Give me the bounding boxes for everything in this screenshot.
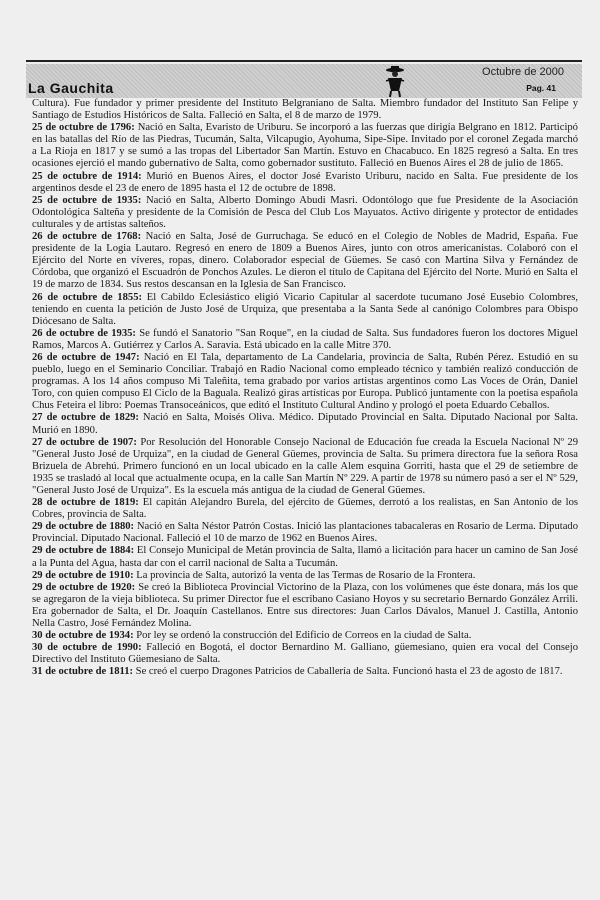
entry-text: Por Resolución del Honorable Consejo Nacional de Educación fue creada la Escuela Nacional Nº 29 "General Justo José de Urquiza", en la ciudad de General Güemes, provincia de Salta. Su primera directora fue la señora Rosa Brizuela de Abrehú. Primero funcionó en un local ubicado en la calle Alem esquina Gorriti, hasta que el 29 de setiembre de 1935 se trasladó al local que actualmente ocupa, en la calle San Martín Nº 229. A partir de 1978 su número pasó a ser el Nº 529, "General Justo José de Urquiza". Es la escuela más antigua de la ciudad de General Güemes. — [32, 436, 578, 496]
page-header — [26, 60, 582, 102]
entry-date: 30 de octubre de 1990: — [32, 642, 142, 654]
entry — [32, 352, 578, 412]
entry-date: 27 de octubre de 1829: — [32, 412, 139, 424]
entry-text: Nació en Salta, Moisés Oliva. Médico. Diputado Provincial en Salta. Diputado Nacional por Salta. Murió en 1890. — [32, 412, 578, 436]
entry-text: Se fundó el Sanatorio "San Roque", en la ciudad de Salta. Sus fundadores fueron los doctores Miguel Ramos, Marcos A. Gutiérrez y Carlos A. Saravia. Está ubicado en la calle Mitre 370. — [32, 327, 578, 351]
entry — [32, 328, 578, 352]
entry — [32, 412, 578, 436]
entry — [32, 292, 578, 328]
entry — [32, 582, 578, 630]
entry — [32, 122, 578, 170]
page-number: Pag. 41 — [526, 83, 556, 93]
entry-date: 29 de octubre de 1910: — [32, 569, 134, 581]
entry-text: La provincia de Salta, autorizó la venta de las Termas de Rosario de la Frontera. — [133, 569, 476, 581]
entry-date: 26 de octubre de 1855: — [32, 291, 143, 303]
entry — [32, 497, 578, 521]
entry-date: 29 de octubre de 1880: — [32, 521, 135, 533]
entry — [32, 171, 578, 195]
entry — [32, 666, 578, 678]
entry-date: 25 de octubre de 1935: — [32, 194, 142, 206]
entry — [32, 437, 578, 497]
entry — [32, 630, 578, 642]
entry-text: El Cabildo Eclesiástico eligió Vicario Capitular al sacerdote tucumano José Eusebio Colombres, teniendo en cuenta la petición de Justo José de Urquiza, que presentaba a la Santa Sede al canónigo Colombres para Obispo Diócesano de Salta. — [32, 291, 578, 327]
entry-text: Nació en Salta, Evaristo de Uriburu. Se incorporó a las fuerzas que dirigía Belgrano en 1812. Participó en las batallas del Río de las Piedras, Tucumán, Salta, Vilcapugio, Ayohuma, Sipe-Sipe. Invitado por el coronel Zegada marchó a La Rioja en 1817 y se sumó a las tropas del Libertador San Martín. Estuvo en Chacabuco. En 1825 regresó a Salta. En tres ocasiones ejerció el mando gubernativo de Salta, como gobernador sustituto. Falleció en Buenos Aires el 28 de julio de 1865. — [32, 122, 578, 170]
entry-text: El Consejo Municipal de Metán provincia de Salta, llamó a licitación para hacer un camino de San José a la Punta del Agua, hasta dar con el carril nacional de Salta a Tucumán. — [32, 545, 578, 569]
entry-date: 29 de octubre de 1920: — [32, 581, 136, 593]
entry-date: 25 de octubre de 1914: — [32, 170, 142, 182]
entry — [32, 195, 578, 231]
entry-date: 31 de octubre de 1811: — [32, 666, 134, 678]
entry-text: Se creó la Biblioteca Provincial Victorino de la Plaza, con los volúmenes que éste donara, más los que se agregaron de la vieja biblioteca. Su primer Director fue el escribano Casiano Hoyos y su secretario Bernardo González Arrili. Era gobernador de Salta, el Dr. Joaquín Castellanos. Entre sus directores: Juan Carlos Dávalos, Manuel J. Castilla, Antonio Nella Castro, José Fernández Molina. — [32, 581, 578, 630]
ephemerides-text — [32, 98, 578, 679]
entry-text: Cultura). Fue fundador y primer presidente del Instituto Belgraniano de Salta. Miembro fundador del Instituto San Felipe y Santiago de Estudios Históricos de Salta. Falleció en Salta, el 8 de marzo de 1979. — [32, 98, 578, 122]
entry-text: Nació en Salta, José de Gurruchaga. Se educó en el Colegio de Nobles de Madrid, España. Fue presidente de la Logia Lautaro. Regresó en enero de 1809 a Buenos Aires, junto con otros americanistas. Colaboró con el Ejército del Norte en víveres, ropas, dinero. Colaborador especial de Güemes. Se casó con Martina Silva y Fernández de Córdoba, que organizó el Escuadrón de Ponchos Azules. Le dieron el título de Capitana del Ejército del Norte. Murió en Salta el 19 de marzo de 1834. Sus restos descansan en la Iglesia de San Francisco. — [32, 231, 579, 291]
entry — [32, 642, 578, 666]
entry-text: Murió en Buenos Aires, el doctor José Evaristo Uriburu, nacido en Salta. Fue presidente de los argentinos desde el 23 de enero de 1895 hasta el 12 de octubre de 1898. — [32, 170, 578, 194]
entry — [32, 231, 578, 291]
entry — [32, 521, 578, 545]
entry-date: 28 de octubre de 1819: — [32, 497, 139, 509]
issue-date: Octubre de 2000 — [482, 66, 564, 78]
entry-date: 26 de octubre de 1935: — [32, 327, 136, 339]
entry-text: El capitán Alejandro Burela, del ejército de Güemes, derrotó a los realistas, en San Antonio de los Cobres, provincia de Salta. — [32, 497, 579, 521]
gaucho-logo-icon — [382, 64, 408, 98]
entry-date: 25 de octubre de 1796: — [32, 122, 135, 134]
entry-text: Nació en Salta Néstor Patrón Costas. Inició las plantaciones tabacaleras en Rosario de Lerma. Diputado Provincial. Diputado Nacional. Falleció el 10 de marzo de 1962 en Buenos Aires. — [32, 521, 578, 545]
entry-text: Falleció en Bogotá, el doctor Bernardino M. Galliano, güemesiano, quien era vocal del Consejo Directivo del Instituto Güemesiano de Salta. — [32, 642, 578, 666]
entry-text: Nació en Salta, Alberto Domingo Abudi Masri. Odontólogo que fue Presidente de la Asociación Odontológica Salteña y presidente de la Comisión de Pesca del Club Los Mayuatos. Activo dirigente y protector de entidades culturales y de artistas salteños. — [32, 194, 578, 230]
entry-date: 26 de octubre de 1947: — [32, 351, 140, 363]
entry-date: 26 de octubre de 1768: — [32, 231, 142, 243]
entry-text: Nació en El Tala, departamento de La Candelaria, provincia de Salta, Rubén Pérez. Estudió en su pueblo, luego en el Seminario Conciliar. Trabajó en Radio Nacional como empleado técnico y también realizó conducción de programas. A los 14 años compuso Mi Taleñita, tema grabado por varios artistas argentinos como Las Voces de Orán, Daniel Toro, con quien compuso El Ciclo de la Baguala. Realizó giras artísticas por Europa. Publicó juntamente con la poetisa española Chus Feteira el libro: Poemas Transoceánicos, que editó el Instituto Cultural Andino y prologó el poeta Eduardo Ceballos. — [32, 351, 578, 412]
entry — [32, 545, 578, 569]
entry-date: 27 de octubre de 1907: — [32, 436, 137, 448]
entry-date: 30 de octubre de 1934: — [32, 630, 134, 642]
entry — [32, 570, 578, 582]
entry-text: Por ley se ordenó la construcción del Edificio de Correos en la ciudad de Salta. — [133, 630, 472, 642]
entry-date: 29 de octubre de 1884: — [32, 545, 135, 557]
magazine-title: La Gauchita — [28, 80, 114, 96]
entry-text: Se creó el cuerpo Dragones Patricios de Caballería de Salta. Funcionó hasta el 23 de agosto de 1817. — [133, 666, 563, 678]
entry — [32, 98, 578, 122]
